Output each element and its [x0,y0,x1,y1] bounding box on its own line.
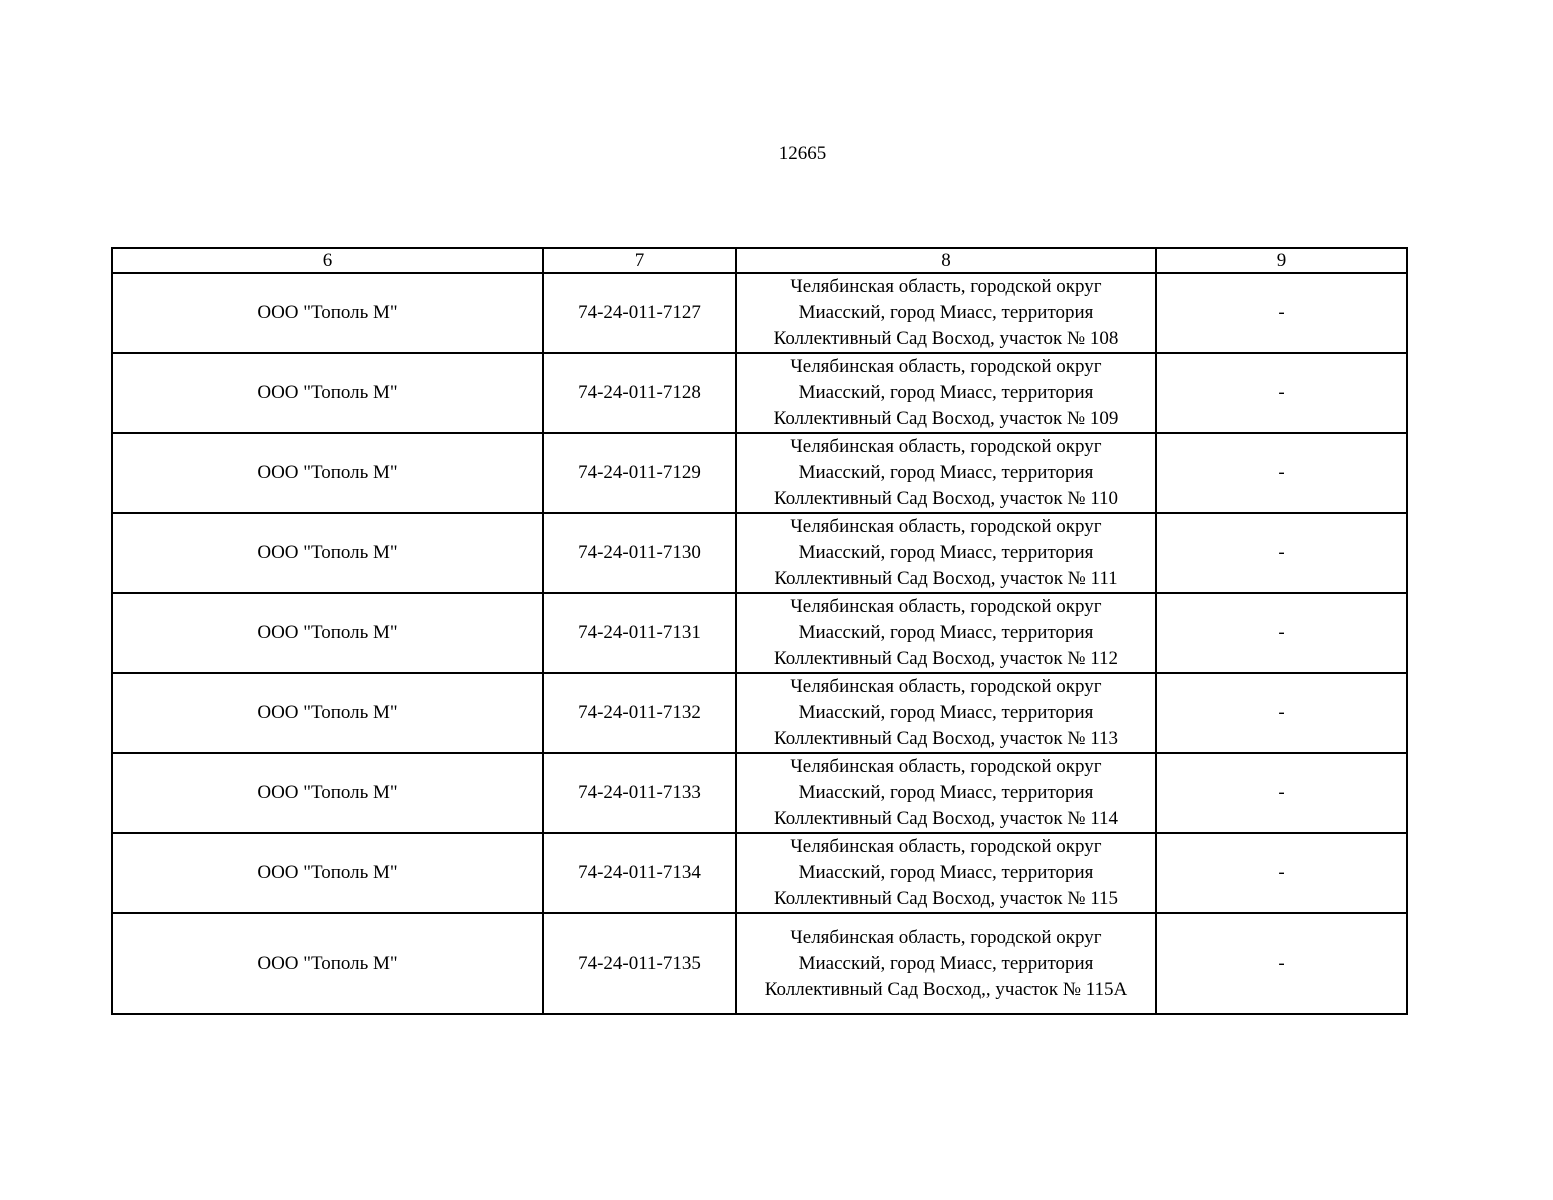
address-cell [736,833,1156,913]
owner-cell: ООО "Тополь М" [112,593,543,673]
address-line: Миасский, город Миасс, территория [798,462,1094,483]
address-line: Челябинская область, городской округ [790,596,1102,617]
number-cell: 74-24-011-7132 [543,673,736,753]
address-line: Коллективный Сад Восход, участок № 113 [773,728,1119,749]
address-cell [736,673,1156,753]
address-cell [736,913,1156,1014]
address-cell [736,593,1156,673]
table-row [112,833,1407,913]
column-header: 7 [543,248,736,273]
note-cell: - [1156,913,1407,1014]
owner-cell: ООО "Тополь М" [112,833,543,913]
address-line: Миасский, город Миасс, территория [798,952,1094,974]
number-cell: 74-24-011-7131 [543,593,736,673]
address-cell [736,273,1156,353]
address-line: Коллективный Сад Восход, участок № 111 [774,568,1118,589]
column-header: 9 [1156,248,1407,273]
table-row [112,753,1407,833]
table-row [112,433,1407,513]
table-row [112,353,1407,433]
number-cell: 74-24-011-7130 [543,513,736,593]
note-cell: - [1156,513,1407,593]
address-cell [736,513,1156,593]
owner-cell: ООО "Тополь М" [112,273,543,353]
column-header: 6 [112,248,543,273]
note-cell: - [1156,673,1407,753]
address-line: Коллективный Сад Восход, участок № 109 [773,408,1119,429]
address-line: Челябинская область, городской округ [790,516,1102,537]
table-row [112,513,1407,593]
address-line: Челябинская область, городской округ [790,276,1102,297]
owner-cell: ООО "Тополь М" [112,753,543,833]
owner-cell: ООО "Тополь М" [112,513,543,593]
register-table [111,247,1408,1015]
address-line: Миасский, город Миасс, территория [798,782,1094,803]
address-line: Миасский, город Миасс, территория [798,542,1094,563]
note-cell: - [1156,753,1407,833]
address-line: Челябинская область, городской округ [790,836,1102,857]
number-cell: 74-24-011-7127 [543,273,736,353]
address-line: Челябинская область, городской округ [790,926,1102,948]
address-line: Коллективный Сад Восход, участок № 108 [773,328,1119,349]
table-row [112,913,1407,1014]
table-row [112,593,1407,673]
address-cell [736,433,1156,513]
note-cell: - [1156,833,1407,913]
note-cell: - [1156,353,1407,433]
note-cell: - [1156,433,1407,513]
address-line: Челябинская область, городской округ [790,676,1102,697]
address-line: Миасский, город Миасс, территория [798,302,1094,323]
address-line: Миасский, город Миасс, территория [798,382,1094,403]
column-header: 8 [736,248,1156,273]
address-line: Миасский, город Миасс, территория [798,862,1094,883]
owner-cell: ООО "Тополь М" [112,353,543,433]
address-cell [736,753,1156,833]
note-cell: - [1156,273,1407,353]
address-line: Челябинская область, городской округ [790,356,1102,377]
address-line: Коллективный Сад Восход,, участок № 115А [764,978,1128,1000]
number-cell: 74-24-011-7134 [543,833,736,913]
owner-cell: ООО "Тополь М" [112,673,543,753]
number-cell: 74-24-011-7135 [543,913,736,1014]
number-cell: 74-24-011-7129 [543,433,736,513]
column-number-row [112,248,1407,273]
address-line: Миасский, город Миасс, территория [798,702,1094,723]
address-line: Коллективный Сад Восход, участок № 114 [773,808,1119,829]
table-row [112,673,1407,753]
owner-cell: ООО "Тополь М" [112,913,543,1014]
owner-cell: ООО "Тополь М" [112,433,543,513]
address-line: Челябинская область, городской округ [790,756,1102,777]
table-row [112,273,1407,353]
address-line: Коллективный Сад Восход, участок № 112 [773,648,1119,669]
address-cell [736,353,1156,433]
number-cell: 74-24-011-7128 [543,353,736,433]
number-cell: 74-24-011-7133 [543,753,736,833]
address-line: Челябинская область, городской округ [790,436,1102,457]
address-line: Коллективный Сад Восход, участок № 115 [773,888,1119,909]
page-number: 12665 [778,143,827,164]
address-line: Коллективный Сад Восход, участок № 110 [773,488,1119,509]
address-line: Миасский, город Миасс, территория [798,622,1094,643]
note-cell: - [1156,593,1407,673]
